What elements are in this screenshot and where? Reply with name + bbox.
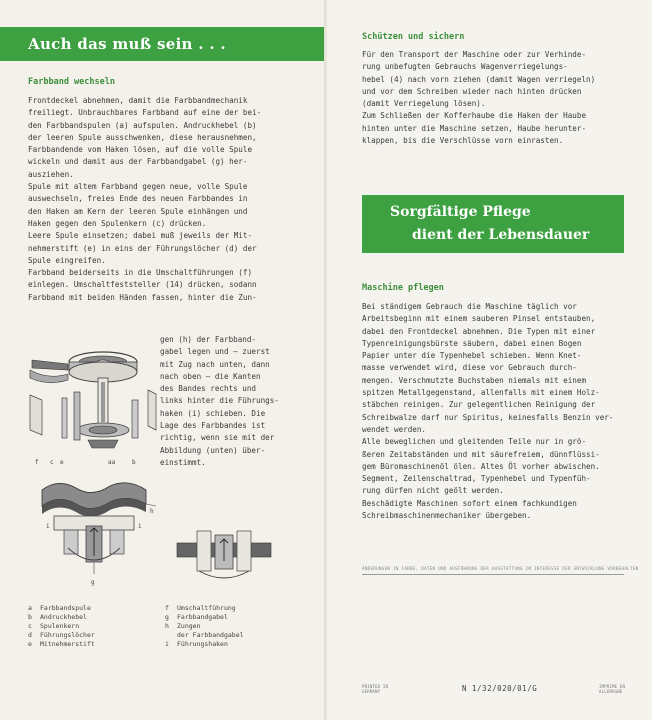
pflegen-line: Schreibmaschinenmechaniker übergeben.	[362, 511, 532, 521]
pflegen-line: ßeren Zeitabständen und mit säurefreiem, dünnflüssi-	[362, 449, 600, 459]
label-f: f	[35, 459, 39, 466]
farbband-line: Farbband mit beiden Händen fassen, hinter die Zun-	[28, 292, 257, 302]
printed-left-line-2: GERMANY	[362, 689, 381, 694]
farbband-line: Spule eingreifen.	[28, 255, 106, 265]
pflegen-line: Arbeitsbeginn mit einem sauberen Pinsel entstauben,	[362, 314, 596, 324]
legend-key: h	[165, 622, 169, 630]
pflegen-line: Segment, Zeilenschaltrad, Typenhebel und Typenfüh-	[362, 474, 591, 484]
farbband-line: wickeln und damit aus der Farbbandgabel (g) her-	[28, 157, 248, 167]
farbband-line: Spule mit altem Farbband gegen neue, volle Spule	[28, 182, 248, 192]
farbband-side-line: Lage des Farbbandes ist	[160, 421, 266, 431]
label-e: e	[60, 459, 64, 466]
legend-label: Andruckhebel	[40, 613, 87, 621]
farbband-line: Leere Spule einsetzen; dabei muß jeweils der Mit-	[28, 231, 253, 241]
legend-label: der Farbbandgabel	[177, 631, 244, 639]
farbband-side-line: des Bandes rechts und	[160, 384, 257, 394]
printed-right-line-2: ALLEMAGNE	[599, 689, 623, 694]
footnote-rule	[362, 574, 624, 575]
legend-item	[165, 604, 244, 613]
legend-label: Spulenkern	[40, 622, 80, 630]
pflegen-line: Schreibwalze darf nur Spiritus, keinesfalls Benzin ver-	[362, 412, 614, 422]
schuetzen-line: hinten unter die Maschine setzen, Haube herunter-	[362, 123, 587, 133]
pflegen-line: Beschädigte Maschinen sofort einem fachkundigen	[362, 498, 577, 508]
schuetzen-line: Für den Transport der Maschine oder zur Verhinde-	[362, 50, 587, 59]
footnote: ÄNDERUNGEN IN FARBE, DATEN UND AUSFÜHRUNG DER AUSSTATTUNG IM INTERESSE DER ENTWICKLUNG VORBEHALTEN	[362, 566, 639, 571]
pflegen-heading: Maschine pflegen	[362, 283, 444, 293]
legend-label: Farbbandspule	[40, 604, 91, 612]
legend-item	[28, 613, 95, 622]
pflegen-line: rung dürfen nicht geölt werden.	[362, 486, 504, 496]
farbband-line: Haken gegen den Spulenkern (c) drücken.	[28, 218, 207, 228]
farbband-line: einlegen. Umschaltfeststeller (14) drücken, sodann	[28, 280, 257, 290]
legend-item	[28, 640, 95, 649]
label-h: h	[150, 508, 154, 515]
legend-label: Zungen	[177, 622, 201, 630]
farbband-line: ausziehen.	[28, 169, 74, 179]
printed-left-line-1: PRINTED IN	[362, 684, 389, 689]
schuetzen-line: klappen, bis die Verschlüsse vorn einrasten.	[362, 136, 564, 146]
printed-in-right	[599, 684, 625, 694]
farbband-heading: Farbband wechseln	[28, 77, 115, 87]
spool-mechanism-illustration	[28, 340, 158, 468]
pflegen-line: Papier unter die Typenhebel schieben. Wenn Knet-	[362, 351, 582, 361]
farbband-line: Farbband beiderseits in die Umschaltführungen (f)	[28, 268, 253, 278]
farbband-line: den Haken am Kern der leeren Spule einhängen und	[28, 206, 248, 216]
farbband-side-line: gabel legen und — zuerst	[160, 347, 270, 357]
label-g: g	[91, 579, 95, 586]
farbband-line: auswechseln, freies Ende des neuen Farbbandes in	[28, 194, 248, 204]
legend-key: e	[28, 640, 32, 648]
label-i-right: i	[138, 523, 142, 530]
schuetzen-line: (damit Verriegelung lösen).	[362, 99, 486, 109]
legend-key: b	[28, 613, 32, 621]
legend-item	[28, 604, 95, 613]
pflegen-line: Typenreinigungsbürste säubern, dabei einen Bogen	[362, 338, 582, 348]
legend-key: d	[28, 631, 32, 639]
pflegen-line: masse verwendet wird, diese vor Gebrauch durch-	[362, 363, 577, 373]
schuetzen-line: rung unbefugten Gebrauchs Wagenverriegelungs-	[362, 62, 568, 72]
legend-key: g	[165, 613, 169, 621]
label-c: c	[50, 459, 54, 466]
legend-label: Farbbandgabel	[177, 613, 228, 621]
pflegen-line: Alle beweglichen und gleitenden Teile nur in grö-	[362, 437, 587, 447]
legend-left	[28, 604, 95, 649]
printed-in-left	[362, 684, 388, 694]
legend-item	[28, 622, 95, 631]
legend-key: f	[165, 604, 169, 612]
legend-item	[165, 631, 244, 640]
pflegen-text	[362, 301, 650, 522]
ribbon-detail-illustration	[175, 525, 273, 583]
pflegen-line: spitzen Metallgegenstand, allenfalls mit einem Holz-	[362, 388, 600, 398]
legend-label: Führungslöcher	[40, 631, 95, 639]
farbband-line: Frontdeckel abnehmen, damit die Farbbandmechanik	[28, 96, 248, 105]
farbband-side-line: links hinter die Führungs-	[160, 396, 279, 406]
banner-line-2: dient der Lebensdauer	[412, 227, 590, 243]
legend-label: Umschaltführung	[177, 604, 236, 612]
legend-item	[165, 640, 244, 649]
legend-item	[165, 622, 244, 631]
farbband-line: der leeren Spule ausschwenken, diese herausnehmen,	[28, 132, 257, 142]
legend-item	[165, 613, 244, 622]
schuetzen-heading: Schützen und sichern	[362, 32, 465, 42]
schuetzen-line: Zum Schließen der Kofferhaube die Haken der Haube	[362, 111, 587, 121]
farbband-side-line: nach oben — die Kanten	[160, 371, 261, 381]
label-aa: aa	[108, 459, 116, 466]
farbband-text	[28, 95, 320, 304]
right-banner	[362, 195, 624, 253]
farbband-side-line: haken (i) schieben. Die	[160, 408, 266, 418]
pflegen-line: dabei den Frontdeckel abnehmen. Die Typen mit einer	[362, 326, 596, 336]
farbband-side-line: gen (h) der Farbband-	[160, 335, 257, 344]
legend-label: Mitnehmerstift	[40, 640, 95, 648]
farbband-text-side	[160, 334, 320, 469]
pflegen-line: wendet werden.	[362, 424, 427, 434]
farbband-line: nehmerstift (e) in eins der Führungslöcher (d) der	[28, 243, 257, 253]
farbband-line: den Farbbandspulen (a) aufspulen. Andruckhebel (b)	[28, 120, 257, 130]
farbband-side-line: mit Zug nach unten, dann	[160, 359, 270, 369]
pflegen-line: stäbchen reinigen. Zur gelegentlichen Reinigung der	[362, 400, 596, 410]
right-page	[327, 0, 652, 720]
farbband-side-line: Abbildung (unten) über-	[160, 445, 266, 455]
farbband-line: Farbbandende vom Haken lösen, auf die volle Spule	[28, 145, 253, 155]
label-b: b	[132, 459, 136, 466]
legend-key: c	[28, 622, 32, 630]
printed-right-line-1: IMPRIME EN	[599, 684, 626, 689]
schuetzen-line: und vor dem Schreiben wieder nach hinten drücken	[362, 86, 582, 96]
legend-right	[165, 604, 244, 649]
schuetzen-line: hebel (4) nach vorn ziehen (damit Wagen verriegeln)	[362, 74, 596, 84]
farbband-side-line: richtig, wenn sie mit der	[160, 433, 275, 443]
label-i-left: i	[46, 523, 50, 530]
farbband-side-line: einstimmt.	[160, 457, 206, 467]
legend-key: a	[28, 604, 32, 612]
pflegen-line: mengen. Verschmutzte Buchstaben niemals mit einem	[362, 375, 587, 385]
banner-line-1: Sorgfältige Pflege	[390, 204, 531, 220]
pflegen-line: Bei ständigem Gebrauch die Maschine täglich vor	[362, 302, 577, 311]
ribbon-fork-illustration	[28, 476, 160, 588]
document-number: N 1/32/020/01/G	[462, 684, 538, 693]
legend-label: Führungshaken	[177, 640, 228, 648]
schuetzen-text	[362, 49, 647, 147]
legend-key: i	[165, 640, 169, 648]
pflegen-line: gem Büromaschinenöl ölen. Altes Öl vorher abwischen.	[362, 461, 600, 471]
farbband-line: freiliegt. Unbrauchbares Farbband auf eine der bei-	[28, 108, 262, 118]
left-banner: Auch das muß sein . . .	[0, 27, 326, 61]
legend-item	[28, 631, 95, 640]
